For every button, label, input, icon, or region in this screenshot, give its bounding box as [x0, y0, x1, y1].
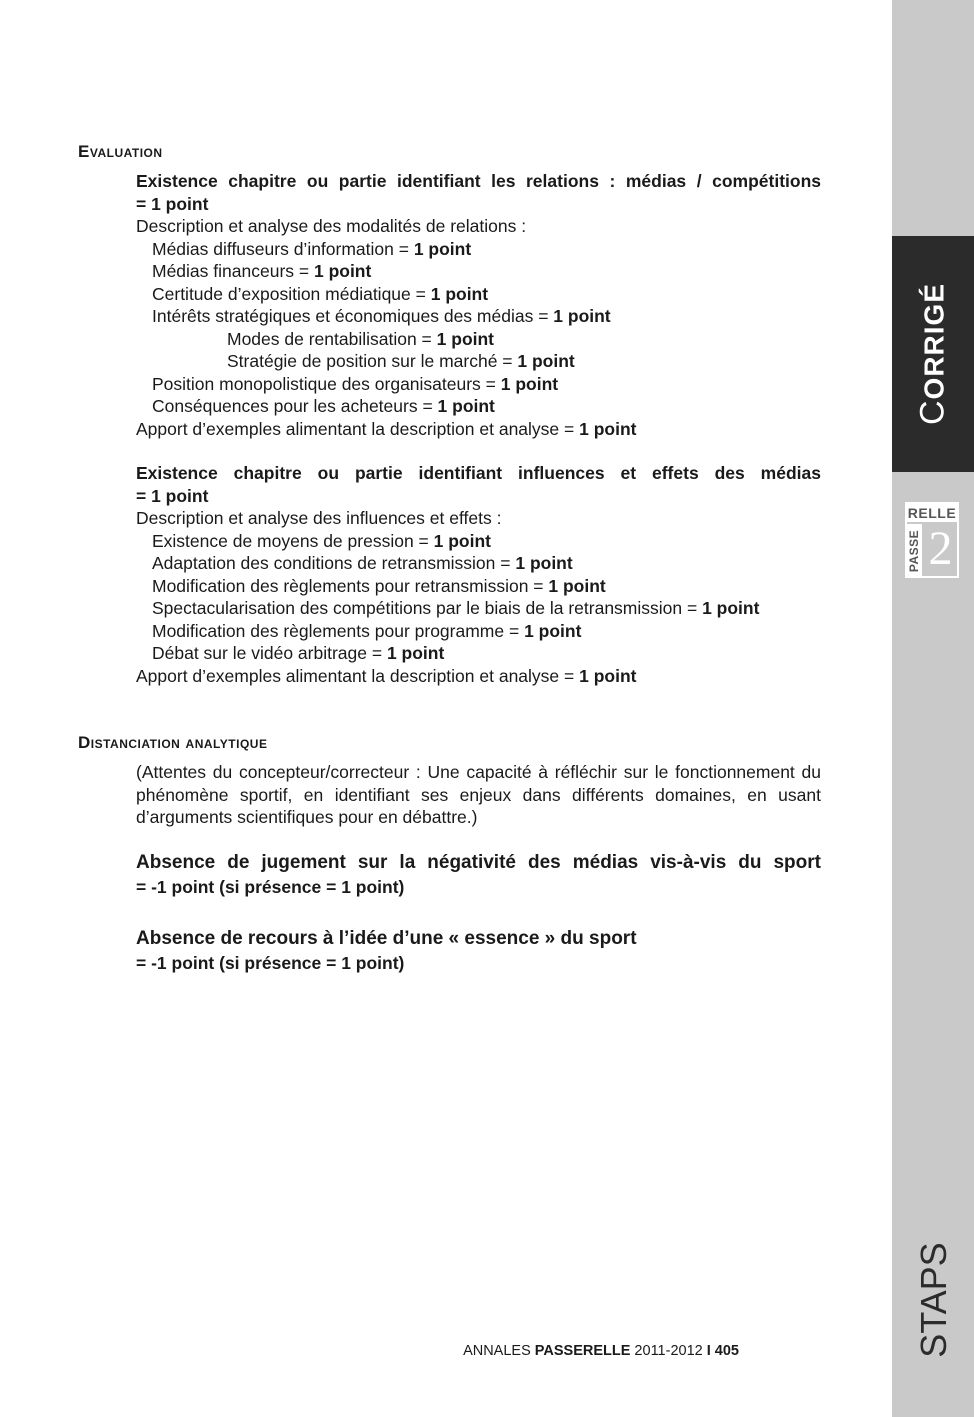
footer-separator: I — [706, 1343, 711, 1359]
criterion-1 — [136, 850, 821, 899]
footer-years: 2011-2012 — [630, 1343, 707, 1359]
distanciation-expectations — [136, 761, 821, 829]
criterion-1-heading: Absence de jugement sur la négativité des médias vis-à-vis du sport — [136, 852, 821, 873]
footer-prefix: ANNALES — [463, 1343, 535, 1359]
list-item: Certitude d’exposition médiatique = 1 point — [152, 283, 489, 304]
criterion-2 — [136, 926, 821, 975]
section-title-evaluation: Evaluation — [78, 142, 163, 161]
criterion-2-points: = -1 point (si présence = 1 point) — [136, 953, 405, 973]
side-tab-bar — [892, 0, 974, 1417]
part1-heading: Existence chapitre ou partie identifiant les relations : médias / compétitions — [136, 171, 821, 191]
subject-label: STAPS — [913, 1242, 954, 1358]
logo-top-text: RELLE — [907, 505, 957, 521]
passerelle-logo — [905, 502, 959, 578]
logo-side-strip — [906, 524, 922, 578]
page-footer — [463, 1343, 739, 1359]
part1-examples: Apport d’exemples alimentant la description et analyse = 1 point — [136, 418, 637, 439]
list-item: Adaptation des conditions de retransmission = 1 point — [152, 553, 573, 573]
page-number: 405 — [710, 1343, 739, 1359]
part2-heading-points: = 1 point — [136, 485, 209, 506]
evaluation-part-influences — [136, 462, 821, 687]
footer-brand: PASSERELLE — [534, 1343, 631, 1359]
sub-list-item: Modes de rentabilisation = 1 point — [227, 328, 495, 349]
sub-list-item: Stratégie de position sur le marché = 1 point — [227, 351, 575, 371]
section-title-distanciation: Distanciation analytique — [78, 733, 268, 752]
part2-intro: Description et analyse des influences et effets : — [136, 508, 502, 528]
list-item: Modification des règlements pour retransmission = 1 point — [152, 575, 606, 596]
list-item: Médias financeurs = 1 point — [152, 261, 372, 281]
list-item: Médias diffuseurs d’information = 1 point — [152, 238, 472, 259]
expectations-paragraph: (Attentes du concepteur/correcteur : Une capacité à réfléchir sur le fonctionnement du phénomène sportif, en identifiant ses enjeux dans différents domaines, en usant d’arguments scientifiques pour en débattre.) — [136, 762, 821, 827]
part2-examples: Apport d’exemples alimentant la description et analyse = 1 point — [136, 665, 637, 686]
logo-side-text: PASSE — [907, 529, 921, 573]
list-item: Spectacularisation des compétitions par le biais de la retransmission = 1 point — [152, 598, 760, 618]
criterion-1-points: = -1 point (si présence = 1 point) — [136, 877, 405, 897]
part2-heading: Existence chapitre ou partie identifiant influences et effets des médias — [136, 463, 821, 483]
part1-heading-points: = 1 point — [136, 193, 209, 214]
list-item: Débat sur le vidéo arbitrage = 1 point — [152, 643, 445, 663]
list-item: Position monopolistique des organisateurs = 1 point — [152, 373, 559, 394]
corrige-label: CORRIGÉ — [913, 282, 952, 426]
part1-intro: Description et analyse des modalités de relations : — [136, 216, 527, 236]
logo-number: 2 — [928, 522, 953, 575]
evaluation-part-relations — [136, 170, 821, 440]
criterion-2-heading: Absence de recours à l’idée d’une « essence » du sport — [136, 928, 637, 949]
list-item: Intérêts stratégiques et économiques des médias = 1 point — [152, 306, 611, 326]
list-item: Modification des règlements pour programme = 1 point — [152, 620, 582, 641]
list-item: Existence de moyens de pression = 1 point — [152, 530, 491, 551]
list-item: Conséquences pour les acheteurs = 1 point — [152, 396, 495, 416]
